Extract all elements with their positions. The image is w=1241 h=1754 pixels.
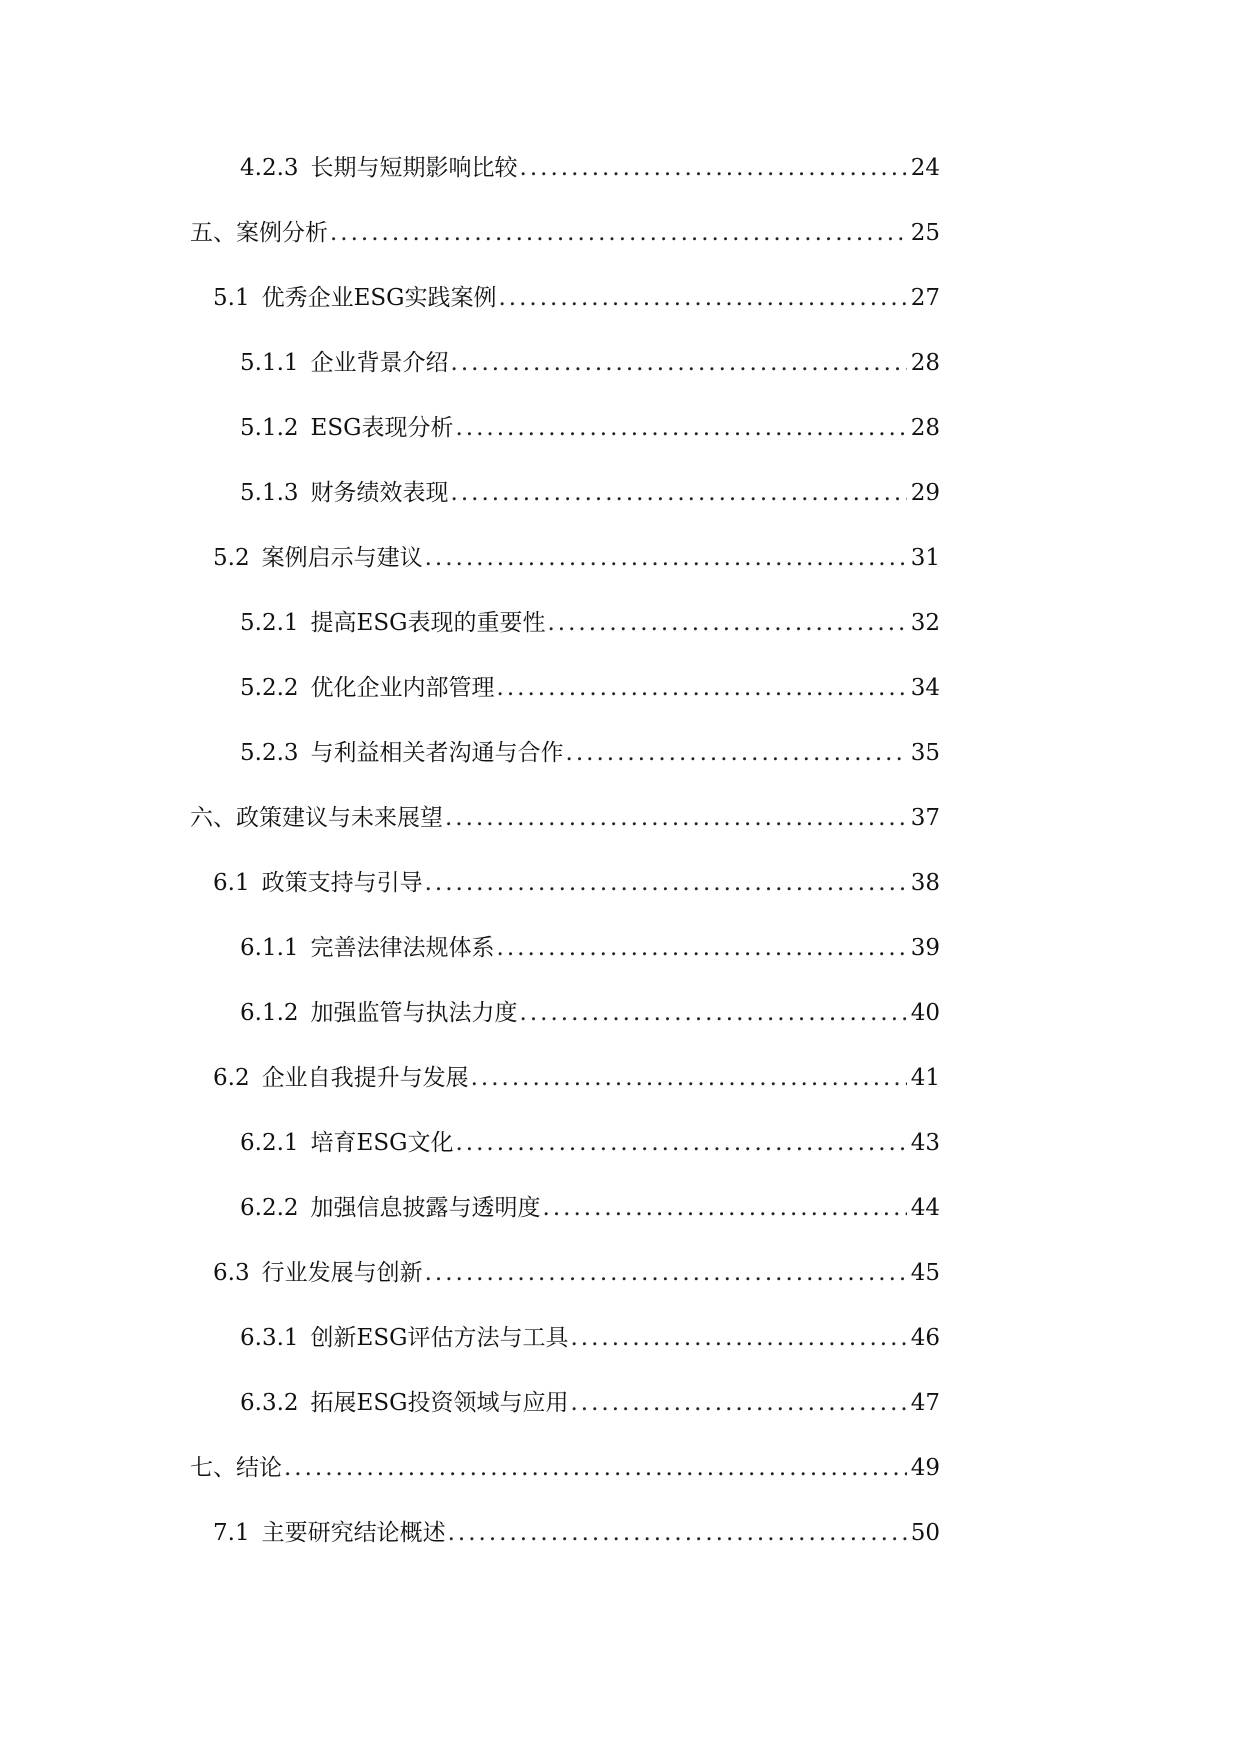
toc-entry-page: 34 — [910, 675, 940, 701]
dot-leader — [520, 993, 907, 1033]
toc-entry-title: 主要研究结论概述 — [261, 1520, 446, 1546]
toc-entry[interactable] — [240, 1383, 940, 1423]
toc-entry-page: 46 — [910, 1325, 940, 1351]
toc-entry-number: 6.1.1 — [240, 935, 299, 961]
toc-entry[interactable] — [213, 1513, 940, 1553]
toc-entry[interactable] — [213, 538, 940, 578]
toc-entry-number: 5.2.2 — [240, 675, 299, 701]
toc-entry-page: 28 — [910, 415, 940, 441]
toc-entry-title: 行业发展与创新 — [261, 1260, 423, 1286]
toc-entry-number: 6.2 — [213, 1065, 250, 1091]
toc-entry-title: 五、案例分析 — [190, 220, 328, 246]
dot-leader — [543, 1188, 907, 1228]
dot-leader — [451, 473, 907, 513]
toc-entry-title: 培育ESG文化 — [310, 1130, 454, 1156]
toc-entry-page: 44 — [910, 1195, 940, 1221]
toc-entry-title: 政策支持与引导 — [261, 870, 423, 896]
dot-leader — [455, 408, 906, 448]
toc-entry-title: 加强监管与执法力度 — [310, 1000, 518, 1026]
toc-entry[interactable] — [240, 1318, 940, 1358]
dot-leader — [425, 1253, 907, 1293]
toc-entry[interactable] — [240, 1123, 940, 1163]
toc-entry-number: 5.2 — [213, 545, 250, 571]
toc-entry[interactable] — [240, 343, 940, 383]
toc-entry-page: 47 — [910, 1390, 940, 1416]
dot-leader — [497, 928, 907, 968]
dot-leader — [570, 1318, 906, 1358]
toc-entry-title: 拓展ESG投资领域与应用 — [310, 1390, 569, 1416]
toc-entry-number: 6.3.1 — [240, 1325, 299, 1351]
toc-entry-number: 6.3.2 — [240, 1390, 299, 1416]
dot-leader — [425, 538, 907, 578]
toc-entry[interactable] — [240, 733, 940, 773]
toc-entry-page: 49 — [910, 1455, 940, 1481]
toc-entry-title: 加强信息披露与透明度 — [310, 1195, 541, 1221]
dot-leader — [547, 603, 906, 643]
toc-entry-title: 企业自我提升与发展 — [261, 1065, 469, 1091]
dot-leader — [497, 668, 907, 708]
toc-entry-title: 优化企业内部管理 — [310, 675, 495, 701]
toc-entry-title: 企业背景介绍 — [310, 350, 449, 376]
toc-entry-title: 完善法律法规体系 — [310, 935, 495, 961]
toc-entry-page: 28 — [910, 350, 940, 376]
toc-entry-title: 创新ESG评估方法与工具 — [310, 1325, 569, 1351]
toc-entry-number: 5.1.2 — [240, 415, 299, 441]
toc-entry-page: 41 — [910, 1065, 940, 1091]
toc-entry[interactable] — [240, 993, 940, 1033]
toc-entry-number: 6.1 — [213, 870, 250, 896]
toc-entry[interactable] — [213, 1058, 940, 1098]
toc-entry[interactable] — [240, 148, 940, 188]
toc-entry-page: 29 — [910, 480, 940, 506]
dot-leader — [445, 798, 907, 838]
toc-entry-page: 40 — [910, 1000, 940, 1026]
toc-entry-title: 长期与短期影响比较 — [310, 155, 518, 181]
toc-entry-title: 财务绩效表现 — [310, 480, 449, 506]
toc-entry-page: 45 — [910, 1260, 940, 1286]
toc-entry-title: 与利益相关者沟通与合作 — [310, 740, 564, 766]
toc-entry-number: 5.1 — [213, 285, 250, 311]
dot-leader — [451, 343, 907, 383]
toc-entry-number: 6.2.1 — [240, 1130, 299, 1156]
dot-leader — [284, 1448, 907, 1488]
toc-entry[interactable] — [190, 213, 940, 253]
toc-entry-page: 25 — [910, 220, 940, 246]
dot-leader — [499, 278, 907, 318]
toc-entry-number: 5.1.1 — [240, 350, 299, 376]
toc-entry-page: 31 — [910, 545, 940, 571]
toc-entry-title: 案例启示与建议 — [261, 545, 423, 571]
toc-entry-number: 4.2.3 — [240, 155, 299, 181]
toc-entry-number: 5.2.1 — [240, 610, 299, 636]
toc-entry-number: 7.1 — [213, 1520, 250, 1546]
dot-leader — [520, 148, 907, 188]
toc-entry-page: 35 — [910, 740, 940, 766]
toc-entry-page: 37 — [910, 805, 940, 831]
toc-entry-number: 6.1.2 — [240, 1000, 299, 1026]
toc-entry-number: 5.1.3 — [240, 480, 299, 506]
toc-entry-page: 43 — [910, 1130, 940, 1156]
toc-entry-title: 七、结论 — [190, 1455, 282, 1481]
toc-entry-title: 六、政策建议与未来展望 — [190, 805, 443, 831]
dot-leader — [425, 863, 907, 903]
toc-entry-title: 提高ESG表现的重要性 — [310, 610, 546, 636]
toc-entry-page: 32 — [910, 610, 940, 636]
toc-entry-page: 24 — [910, 155, 940, 181]
dot-leader — [330, 213, 907, 253]
toc-entry-page: 50 — [910, 1520, 940, 1546]
toc-entry-page: 39 — [910, 935, 940, 961]
dot-leader — [570, 1383, 906, 1423]
toc-entry-page: 27 — [910, 285, 940, 311]
toc-entry-page: 38 — [910, 870, 940, 896]
toc-entry[interactable] — [240, 928, 940, 968]
toc-entry[interactable] — [213, 278, 940, 318]
dot-leader — [566, 733, 907, 773]
toc-entry[interactable] — [240, 473, 940, 513]
toc-entry-number: 6.2.2 — [240, 1195, 299, 1221]
toc-entry[interactable] — [213, 863, 940, 903]
toc-entry-title: ESG表现分析 — [310, 415, 454, 441]
dot-leader — [448, 1513, 907, 1553]
toc-entry[interactable] — [190, 798, 940, 838]
toc-entry[interactable] — [240, 603, 940, 643]
toc-entry-number: 6.3 — [213, 1260, 250, 1286]
toc-entry[interactable] — [240, 668, 940, 708]
dot-leader — [471, 1058, 907, 1098]
dot-leader — [455, 1123, 906, 1163]
toc-entry-number: 5.2.3 — [240, 740, 299, 766]
toc-entry-title: 优秀企业ESG实践案例 — [261, 285, 497, 311]
toc-entry[interactable] — [240, 1188, 940, 1228]
toc-entry[interactable] — [213, 1253, 940, 1293]
toc-entry[interactable] — [190, 1448, 940, 1488]
toc-entry[interactable] — [240, 408, 940, 448]
